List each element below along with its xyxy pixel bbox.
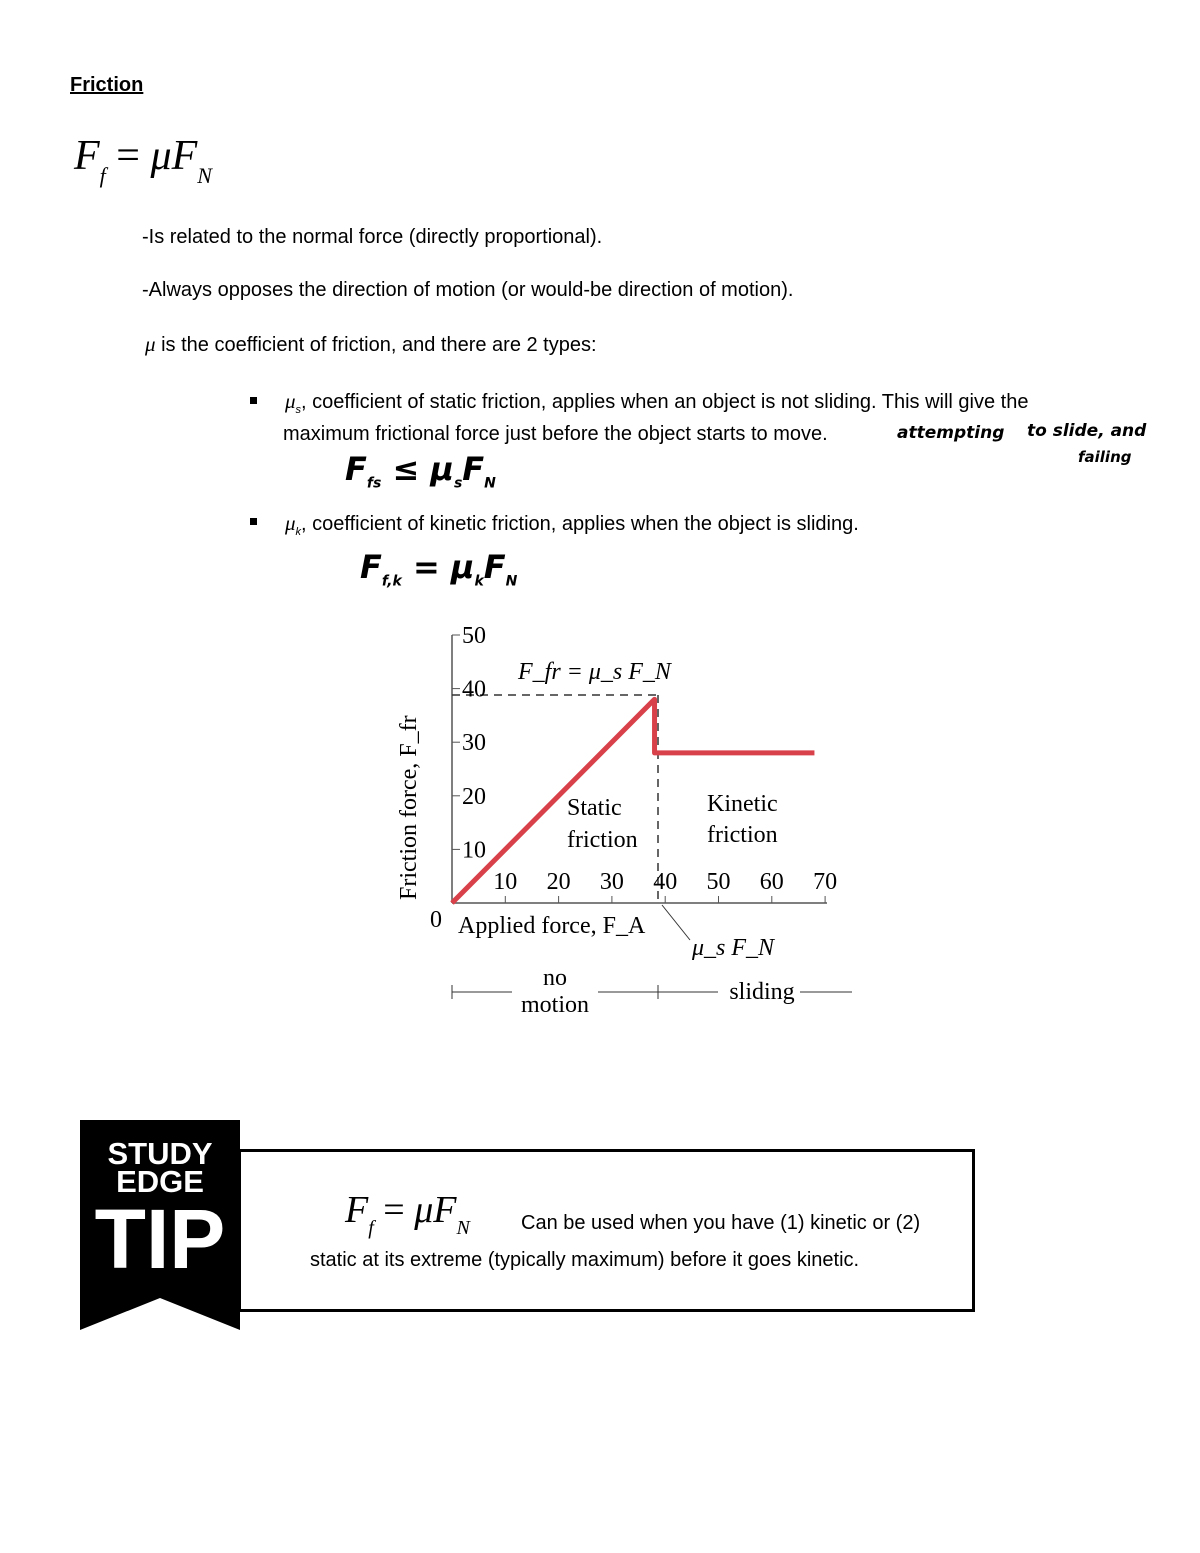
badge-line-2: EDGE [116, 1164, 204, 1199]
annotation-static-2: friction [567, 827, 638, 853]
annotation-kinetic-1: Kinetic [707, 791, 778, 817]
friction-chart [396, 615, 870, 1025]
x-tick-label-40: 40 [653, 869, 678, 895]
bullet-marker-static [250, 397, 257, 404]
handwritten-note-2: to slide, and [1027, 421, 1147, 441]
y-tick-label-10: 10 [462, 837, 486, 864]
note-line-3: μ is the coefficient of friction, and there are 2 types: [145, 332, 597, 356]
x-tick-label-50: 50 [706, 869, 731, 895]
x-tick-label-70: 70 [813, 869, 838, 895]
handwritten-static-equation: $F_{fs} \le \mu_sF_N$ [345, 450, 496, 492]
annotation-no-motion-1: no [543, 965, 567, 991]
y-axis-label: Friction force, F_fr [396, 715, 422, 900]
mus-fn-pointer [662, 905, 690, 940]
badge-line-1: STUDY [107, 1136, 213, 1171]
bullet-static-line1: $\mu_s$, coefficient of static friction, applies when an object is not sliding. This will give the [285, 389, 1029, 416]
handwritten-kinetic-equation: $F_{f,k} = \mu_kF_N$ [360, 548, 518, 590]
bullet-marker-kinetic [250, 518, 257, 525]
bullet-static-line2: maximum frictional force just before the object starts to move. [283, 423, 828, 445]
y-tick-label-50: 50 [462, 623, 486, 649]
annotation-sliding: sliding [729, 979, 795, 1005]
annotation-no-motion-2: motion [520, 992, 590, 1018]
annotation-static-1: Static [567, 795, 622, 821]
page-title: Friction [70, 74, 144, 96]
x-tick-label-60: 60 [759, 869, 784, 895]
x-axis-label: Applied force, F_A [458, 913, 646, 939]
y-tick-label-20: 20 [462, 783, 486, 810]
handwritten-note-1: attempting [897, 423, 1005, 443]
origin-label: 0 [430, 907, 442, 933]
study-edge-tip-badge [80, 1120, 242, 1332]
bullet-kinetic: $\mu_k$, coefficient of kinetic friction, applies when the object is sliding. [285, 511, 859, 538]
annotation-mus-fn: μ_s F_N [692, 935, 775, 961]
note-line-2: -Always opposes the direction of motion (or would-be direction of motion). [142, 279, 794, 301]
tip-text-2: static at its extreme (typically maximum) before it goes kinetic. [310, 1249, 860, 1271]
badge-line-3: TIP [94, 1192, 226, 1286]
x-tick-label-20: 20 [546, 869, 571, 895]
x-tick-label-10: 10 [493, 869, 518, 895]
x-tick-label-30: 30 [599, 869, 624, 895]
y-tick-label-40: 40 [462, 676, 486, 703]
note-line-1: -Is related to the normal force (directly proportional). [142, 226, 603, 248]
friction-formula: $F_f = \mu F_N$ [74, 133, 212, 188]
tip-text-1: Can be used when you have (1) kinetic or (2) [521, 1212, 921, 1234]
tip-formula: $F_f = \mu F_N$ [345, 1189, 470, 1239]
annotation-max-line: F_fr = μ_s F_N [518, 659, 671, 685]
y-tick-label-30: 30 [462, 730, 486, 757]
annotation-kinetic-2: friction [707, 822, 778, 848]
handwritten-note-3: failing [1078, 448, 1132, 466]
